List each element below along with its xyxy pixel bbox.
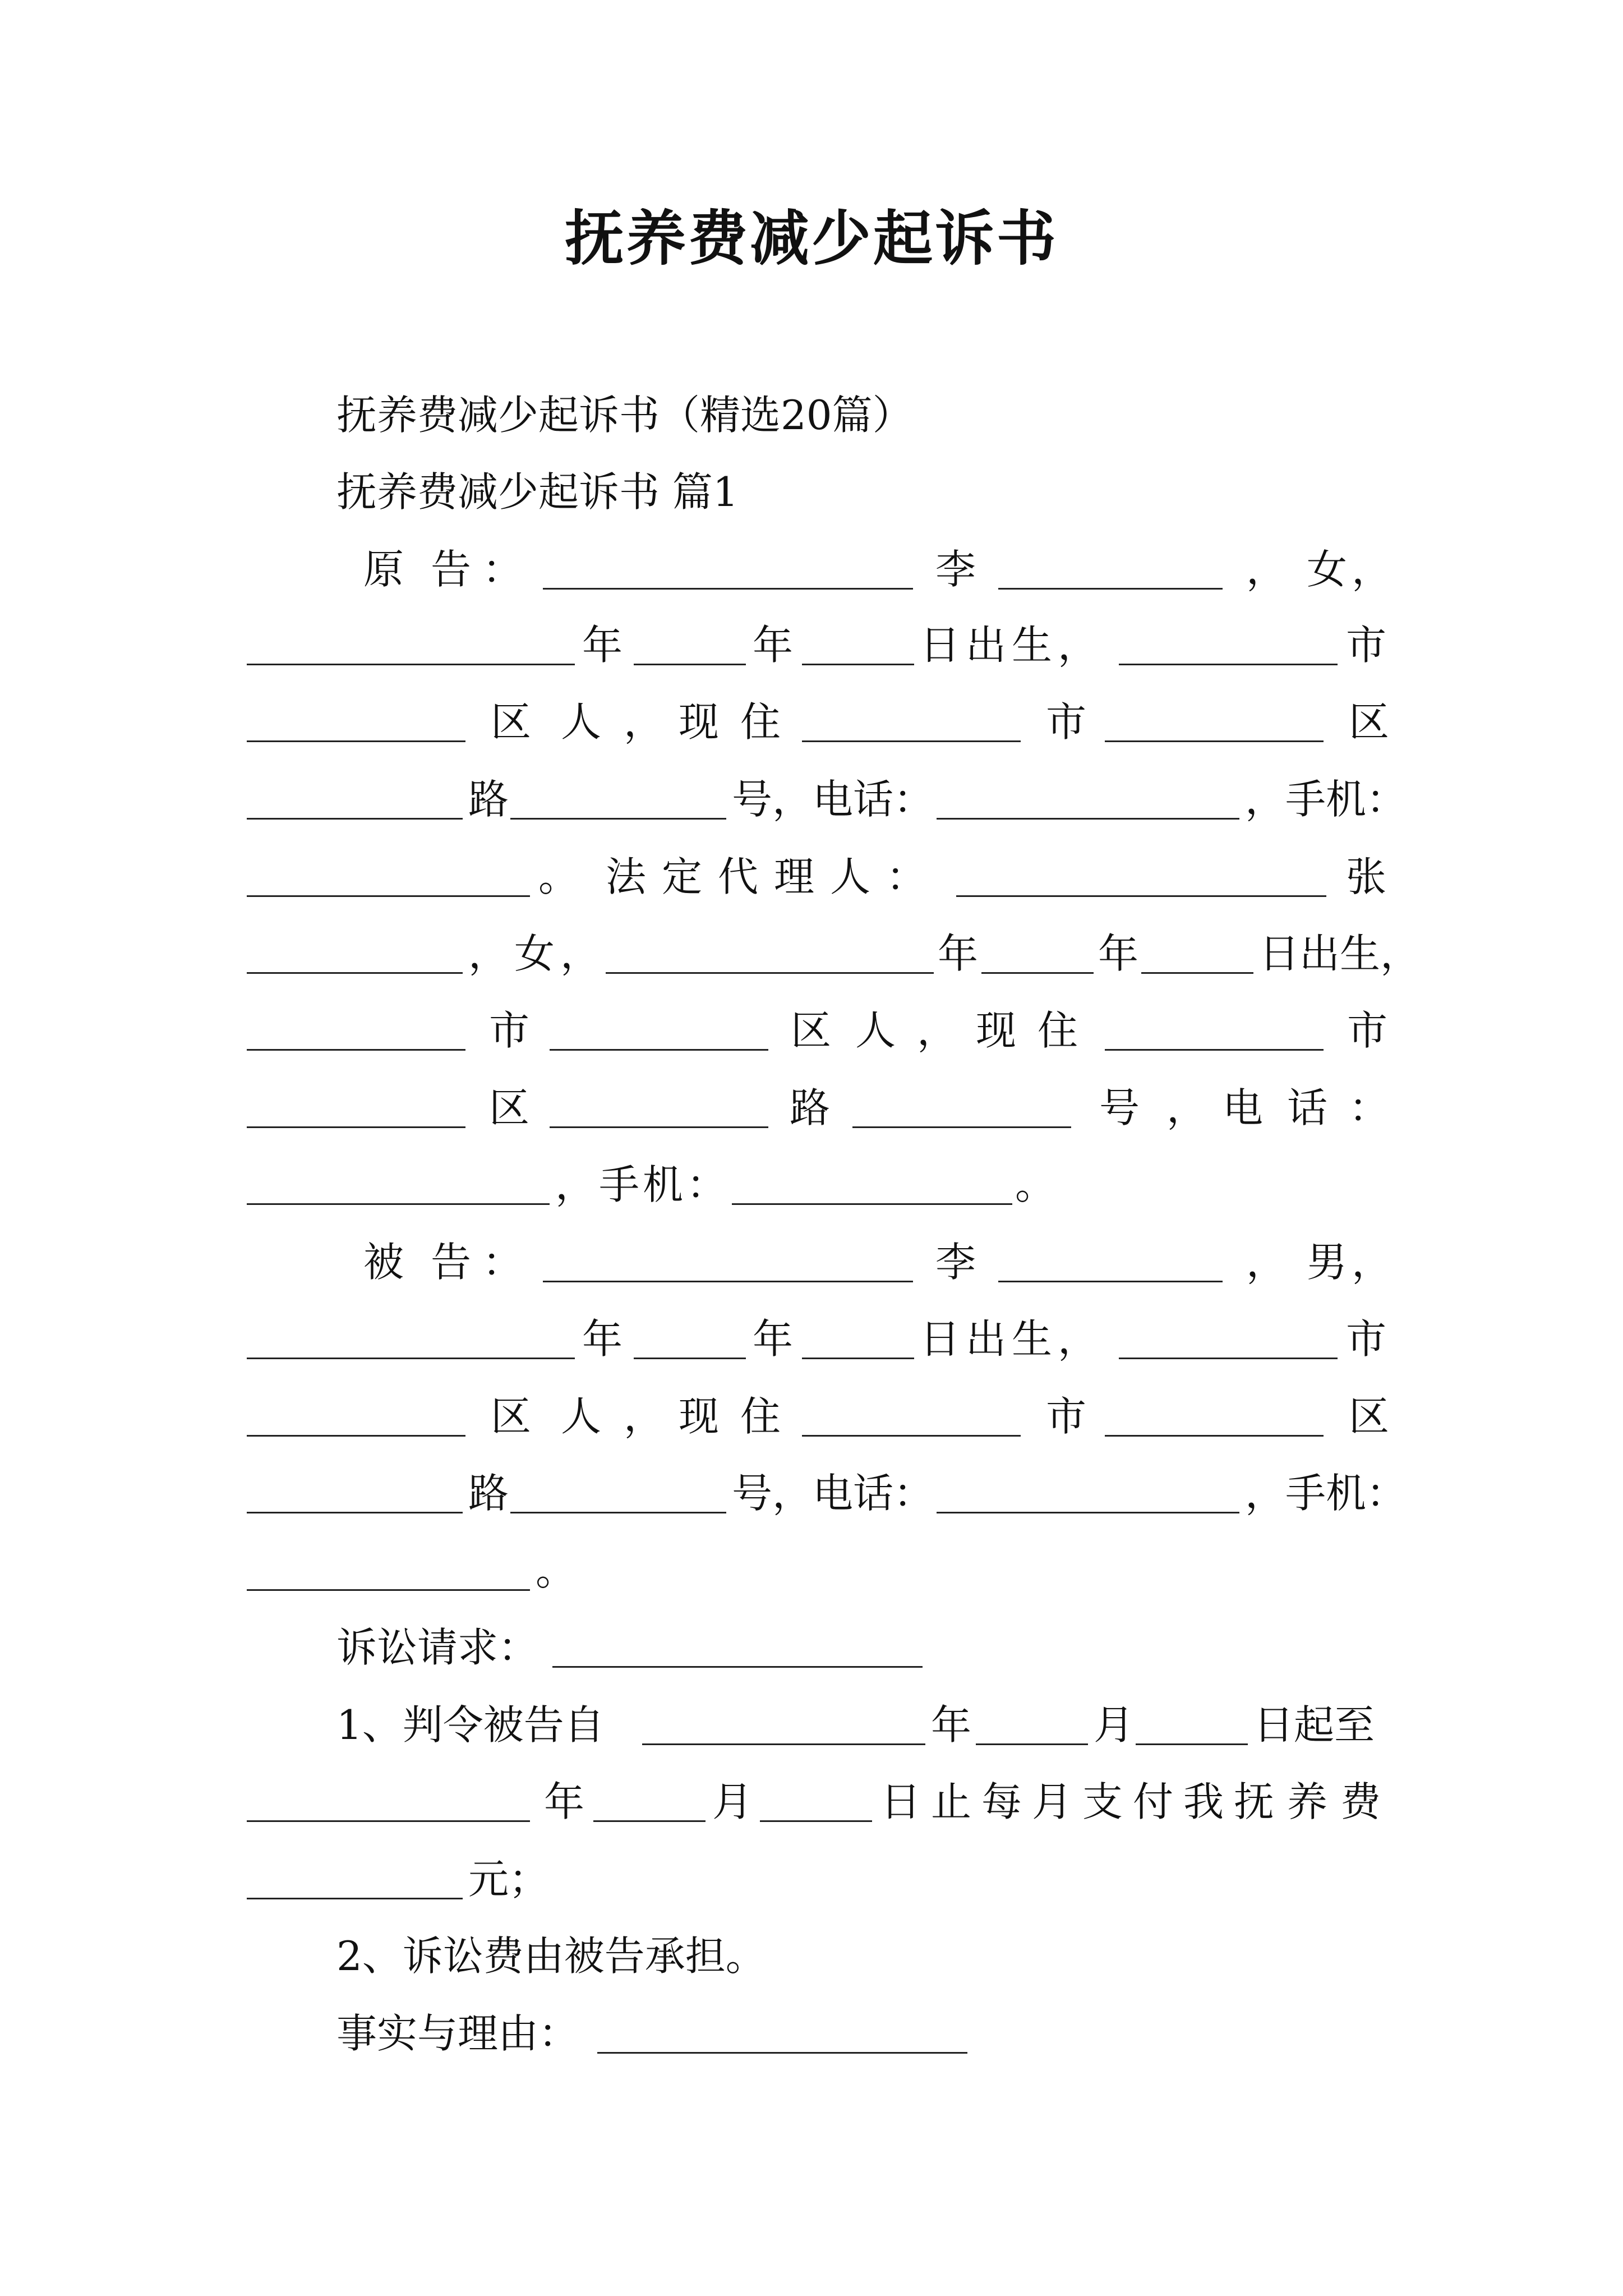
text: 告 xyxy=(431,1239,472,1286)
text: ， xyxy=(917,1007,958,1054)
text: 。 xyxy=(536,1547,577,1594)
text: 号，电话： xyxy=(732,1470,934,1517)
text: 告 xyxy=(431,546,472,593)
text: 区 xyxy=(491,698,532,746)
text: ， xyxy=(1246,1239,1287,1286)
text: 男 xyxy=(1307,1239,1348,1286)
blank-field[interactable] xyxy=(732,1203,1012,1205)
blank-field[interactable] xyxy=(550,1049,768,1051)
plaintiff-line-8 xyxy=(247,1083,1391,1133)
text: ： xyxy=(482,1239,523,1286)
text: 月 xyxy=(1094,1701,1135,1749)
text: 年 xyxy=(931,1701,972,1749)
blank-field[interactable] xyxy=(552,1666,923,1668)
plaintiff-line-3 xyxy=(247,697,1391,747)
blank-field[interactable] xyxy=(956,895,1326,897)
text: 市 xyxy=(489,1007,530,1054)
text: 定 xyxy=(662,853,703,900)
claims-heading: 诉讼请求： xyxy=(336,1624,539,1671)
text: 人 xyxy=(830,853,871,900)
text: 区 xyxy=(491,1393,532,1440)
text: ， xyxy=(624,1393,665,1440)
blank-field[interactable] xyxy=(1105,1435,1324,1437)
blank-field[interactable] xyxy=(937,818,1239,820)
text: 年 xyxy=(753,1315,794,1363)
text: 号 xyxy=(1099,1084,1140,1131)
text: 人 xyxy=(855,1007,896,1054)
text: 每 xyxy=(981,1778,1022,1825)
blank-field[interactable] xyxy=(247,1203,550,1205)
text: 李 xyxy=(935,546,976,593)
text: 付 xyxy=(1133,1778,1174,1825)
plaintiff-line-7 xyxy=(247,1005,1391,1056)
text: 市 xyxy=(1046,698,1087,746)
text: ，女， xyxy=(468,930,607,977)
blank-field[interactable] xyxy=(510,1512,726,1513)
blank-field[interactable] xyxy=(247,740,465,742)
text: 路 xyxy=(790,1084,831,1131)
blank-field[interactable] xyxy=(247,1898,463,1899)
text: 日起至 xyxy=(1253,1701,1375,1749)
blank-field[interactable] xyxy=(1119,1358,1338,1359)
text: 市 xyxy=(1046,1393,1087,1440)
blank-field[interactable] xyxy=(642,1743,925,1745)
text: 日出生， xyxy=(1259,930,1421,977)
blank-field[interactable] xyxy=(981,972,1094,974)
text: 区 xyxy=(791,1007,832,1054)
text: 现 xyxy=(976,1007,1017,1054)
text: 被 xyxy=(363,1239,404,1286)
blank-field[interactable] xyxy=(247,818,463,820)
blank-field[interactable] xyxy=(597,2052,967,2054)
text: 。 xyxy=(1015,1161,1056,1208)
text: 养 xyxy=(1287,1778,1328,1825)
subtitle: 抚养费减少起诉书（精选20篇） xyxy=(336,392,913,439)
text: 现 xyxy=(679,1393,720,1440)
text: 日出生， xyxy=(920,1315,1104,1363)
blank-field[interactable] xyxy=(802,740,1021,742)
text: 住 xyxy=(1038,1007,1078,1054)
blank-field[interactable] xyxy=(1141,972,1253,974)
text: 法 xyxy=(606,853,647,900)
blank-field[interactable] xyxy=(550,1126,768,1128)
text: 市 xyxy=(1347,1007,1388,1054)
blank-field[interactable] xyxy=(634,664,746,665)
claim-2: 2、诉讼费由被告承担。 xyxy=(336,1932,766,1980)
blank-field[interactable] xyxy=(802,1358,914,1359)
text: 年 xyxy=(582,1315,623,1363)
claim-1-line-3 xyxy=(247,1854,1391,1904)
text: 区 xyxy=(489,1084,530,1131)
blank-field[interactable] xyxy=(634,1358,746,1359)
document-title: 抚养费减少起诉书 xyxy=(565,203,1058,273)
text: ，手机： xyxy=(555,1161,731,1208)
plaintiff-line-1 xyxy=(247,544,1391,595)
blank-field[interactable] xyxy=(510,818,726,820)
text: ， xyxy=(1352,546,1393,593)
text: 元； xyxy=(468,1856,550,1903)
blank-field[interactable] xyxy=(1105,740,1324,742)
blank-field[interactable] xyxy=(1105,1049,1324,1051)
text: 年 xyxy=(1098,930,1139,977)
text: 月 xyxy=(1032,1778,1073,1825)
defendant-line-5 xyxy=(247,1545,1391,1596)
blank-field[interactable] xyxy=(1119,664,1338,665)
defendant-line-1 xyxy=(247,1237,1391,1287)
text: 路 xyxy=(468,1470,509,1517)
text: 代 xyxy=(718,853,759,900)
text: ，手机： xyxy=(1245,1470,1407,1517)
blank-field[interactable] xyxy=(937,1512,1239,1513)
claim-1-line-1 xyxy=(247,1700,1391,1750)
text: 年 xyxy=(582,622,623,669)
blank-field[interactable] xyxy=(976,1743,1088,1745)
text: 理 xyxy=(774,853,815,900)
claim-1-line-2 xyxy=(247,1777,1391,1827)
blank-field[interactable] xyxy=(247,972,463,974)
facts-heading: 事实与理由： xyxy=(336,2010,579,2057)
blank-field[interactable] xyxy=(247,1049,465,1051)
text: 人 xyxy=(561,1393,602,1440)
text: ： xyxy=(1349,1084,1390,1131)
text: 日 xyxy=(880,1778,921,1825)
text: 号，电话： xyxy=(732,776,934,823)
text: 原 xyxy=(363,546,404,593)
blank-field[interactable] xyxy=(852,1126,1071,1128)
text: 现 xyxy=(679,698,720,746)
blank-field[interactable] xyxy=(760,1820,872,1822)
blank-field[interactable] xyxy=(998,588,1223,590)
plaintiff-line-4 xyxy=(247,774,1407,825)
text: 张 xyxy=(1346,853,1387,900)
text: 月 xyxy=(712,1778,753,1825)
text: 1、判令被告自 xyxy=(336,1701,605,1749)
text: 区 xyxy=(1349,698,1390,746)
text: 我 xyxy=(1183,1778,1224,1825)
text: ： xyxy=(482,546,523,593)
blank-field[interactable] xyxy=(247,1820,530,1822)
text: 支 xyxy=(1082,1778,1123,1825)
text: 市 xyxy=(1346,622,1387,669)
text: 费 xyxy=(1340,1778,1381,1825)
text: 住 xyxy=(740,1393,781,1440)
blank-field[interactable] xyxy=(998,1281,1223,1282)
text: 。 xyxy=(538,853,579,900)
text: 李 xyxy=(935,1239,976,1286)
text: 人 xyxy=(561,698,602,746)
blank-field[interactable] xyxy=(593,1820,706,1822)
text: 话 xyxy=(1287,1084,1328,1131)
blank-field[interactable] xyxy=(247,1512,463,1513)
blank-field[interactable] xyxy=(606,972,934,974)
blank-field[interactable] xyxy=(247,895,530,897)
text: ： xyxy=(886,853,927,900)
defendant-line-3 xyxy=(247,1391,1391,1442)
blank-field[interactable] xyxy=(247,1126,465,1128)
blank-field[interactable] xyxy=(543,588,913,590)
section-heading: 抚养费减少起诉书 篇1 xyxy=(336,468,739,516)
text: 止 xyxy=(931,1778,972,1825)
text: ，手机： xyxy=(1245,776,1407,823)
text: 女 xyxy=(1307,546,1348,593)
text: ， xyxy=(624,698,665,746)
text: 电 xyxy=(1223,1084,1264,1131)
plaintiff-line-2 xyxy=(247,620,1391,670)
plaintiff-line-6 xyxy=(247,928,1421,979)
text: ， xyxy=(1352,1239,1393,1286)
blank-field[interactable] xyxy=(247,1589,530,1591)
defendant-line-2 xyxy=(247,1314,1391,1364)
text: 区 xyxy=(1349,1393,1390,1440)
text: ， xyxy=(1246,546,1287,593)
text: 年 xyxy=(544,1778,585,1825)
defendant-line-4 xyxy=(247,1468,1407,1519)
blank-field[interactable] xyxy=(247,664,575,665)
text: 市 xyxy=(1346,1315,1387,1363)
blank-field[interactable] xyxy=(1136,1743,1248,1745)
text: 日出生， xyxy=(920,622,1104,669)
blank-field[interactable] xyxy=(247,1435,465,1437)
text: 住 xyxy=(740,698,781,746)
text: 年 xyxy=(753,622,794,669)
text: 年 xyxy=(938,930,979,977)
blank-field[interactable] xyxy=(802,664,914,665)
blank-field[interactable] xyxy=(247,1358,575,1359)
text: ， xyxy=(1166,1084,1207,1131)
text: 抚 xyxy=(1234,1778,1275,1825)
plaintiff-line-9 xyxy=(247,1159,1391,1210)
text: 路 xyxy=(468,776,509,823)
plaintiff-line-5 xyxy=(247,852,1391,902)
blank-field[interactable] xyxy=(802,1435,1021,1437)
blank-field[interactable] xyxy=(543,1281,913,1282)
